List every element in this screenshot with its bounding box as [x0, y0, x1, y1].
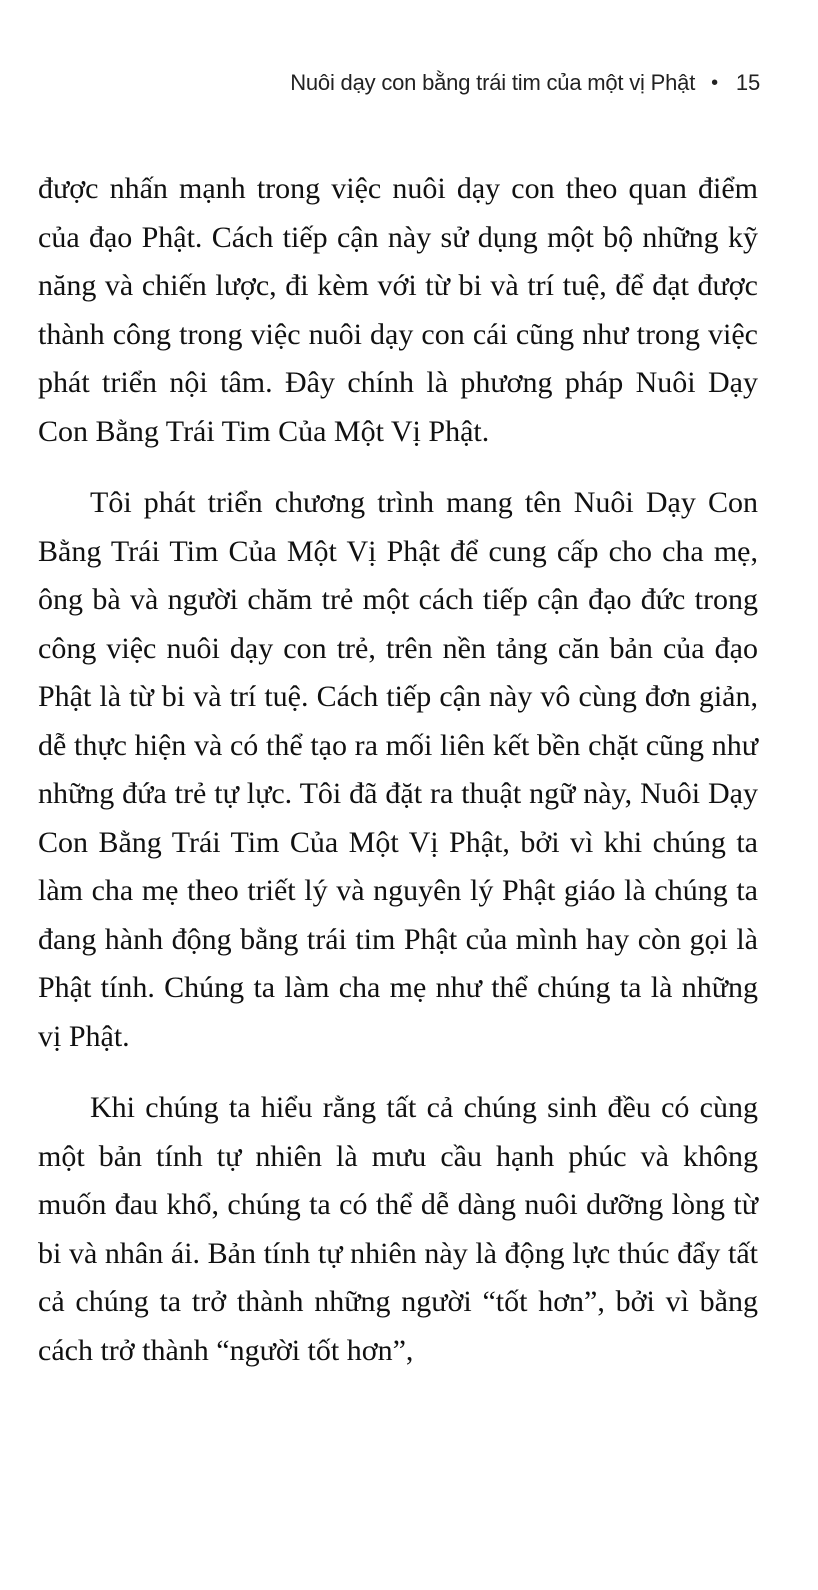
running-title: Nuôi dạy con bằng trái tim của một vị Phật [290, 70, 696, 95]
running-head [0, 70, 760, 96]
page-body [38, 165, 758, 1375]
paragraph-1: được nhấn mạnh trong việc nuôi dạy con theo quan điểm của đạo Phật. Cách tiếp cận này sử dụng một bộ những kỹ năng và chiến lược, đi kèm với từ bi và trí tuệ, để đạt được thành công trong việc nuôi dạy con cái cũng như trong việc phát triển nội tâm. Đây chính là phương pháp Nuôi Dạy Con Bằng Trái Tim Của Một Vị Phật. [38, 172, 758, 448]
page-number: 15 [735, 70, 760, 95]
paragraph-2: Tôi phát triển chương trình mang tên Nuôi Dạy Con Bằng Trái Tim Của Một Vị Phật để cung cấp cho cha mẹ, ông bà và người chăm trẻ một cách tiếp cận đạo đức trong công việc nuôi dạy con trẻ, trên nền tảng căn bản của đạo Phật là từ bi và trí tuệ. Cách tiếp cận này vô cùng đơn giản, dễ thực hiện và có thể tạo ra mối liên kết bền chặt cũng như những đứa trẻ tự lực. Tôi đã đặt ra thuật ngữ này, Nuôi Dạy Con Bằng Trái Tim Của Một Vị Phật, bởi vì khi chúng ta làm cha mẹ theo triết lý và nguyên lý Phật giáo là chúng ta đang hành động bằng trái tim Phật của mình hay còn gọi là Phật tính. Chúng ta làm cha mẹ như thể chúng ta là những vị Phật. [38, 486, 758, 1053]
paragraph-3: Khi chúng ta hiểu rằng tất cả chúng sinh đều có cùng một bản tính tự nhiên là mưu cầu hạnh phúc và không muốn đau khổ, chúng ta có thể dễ dàng nuôi dưỡng lòng từ bi và nhân ái. Bản tính tự nhiên này là động lực thúc đẩy tất cả chúng ta trở thành những người “tốt hơn”, bởi vì bằng cách trở thành “người tốt hơn”, [38, 1091, 758, 1367]
bullet-separator: • [711, 72, 718, 94]
